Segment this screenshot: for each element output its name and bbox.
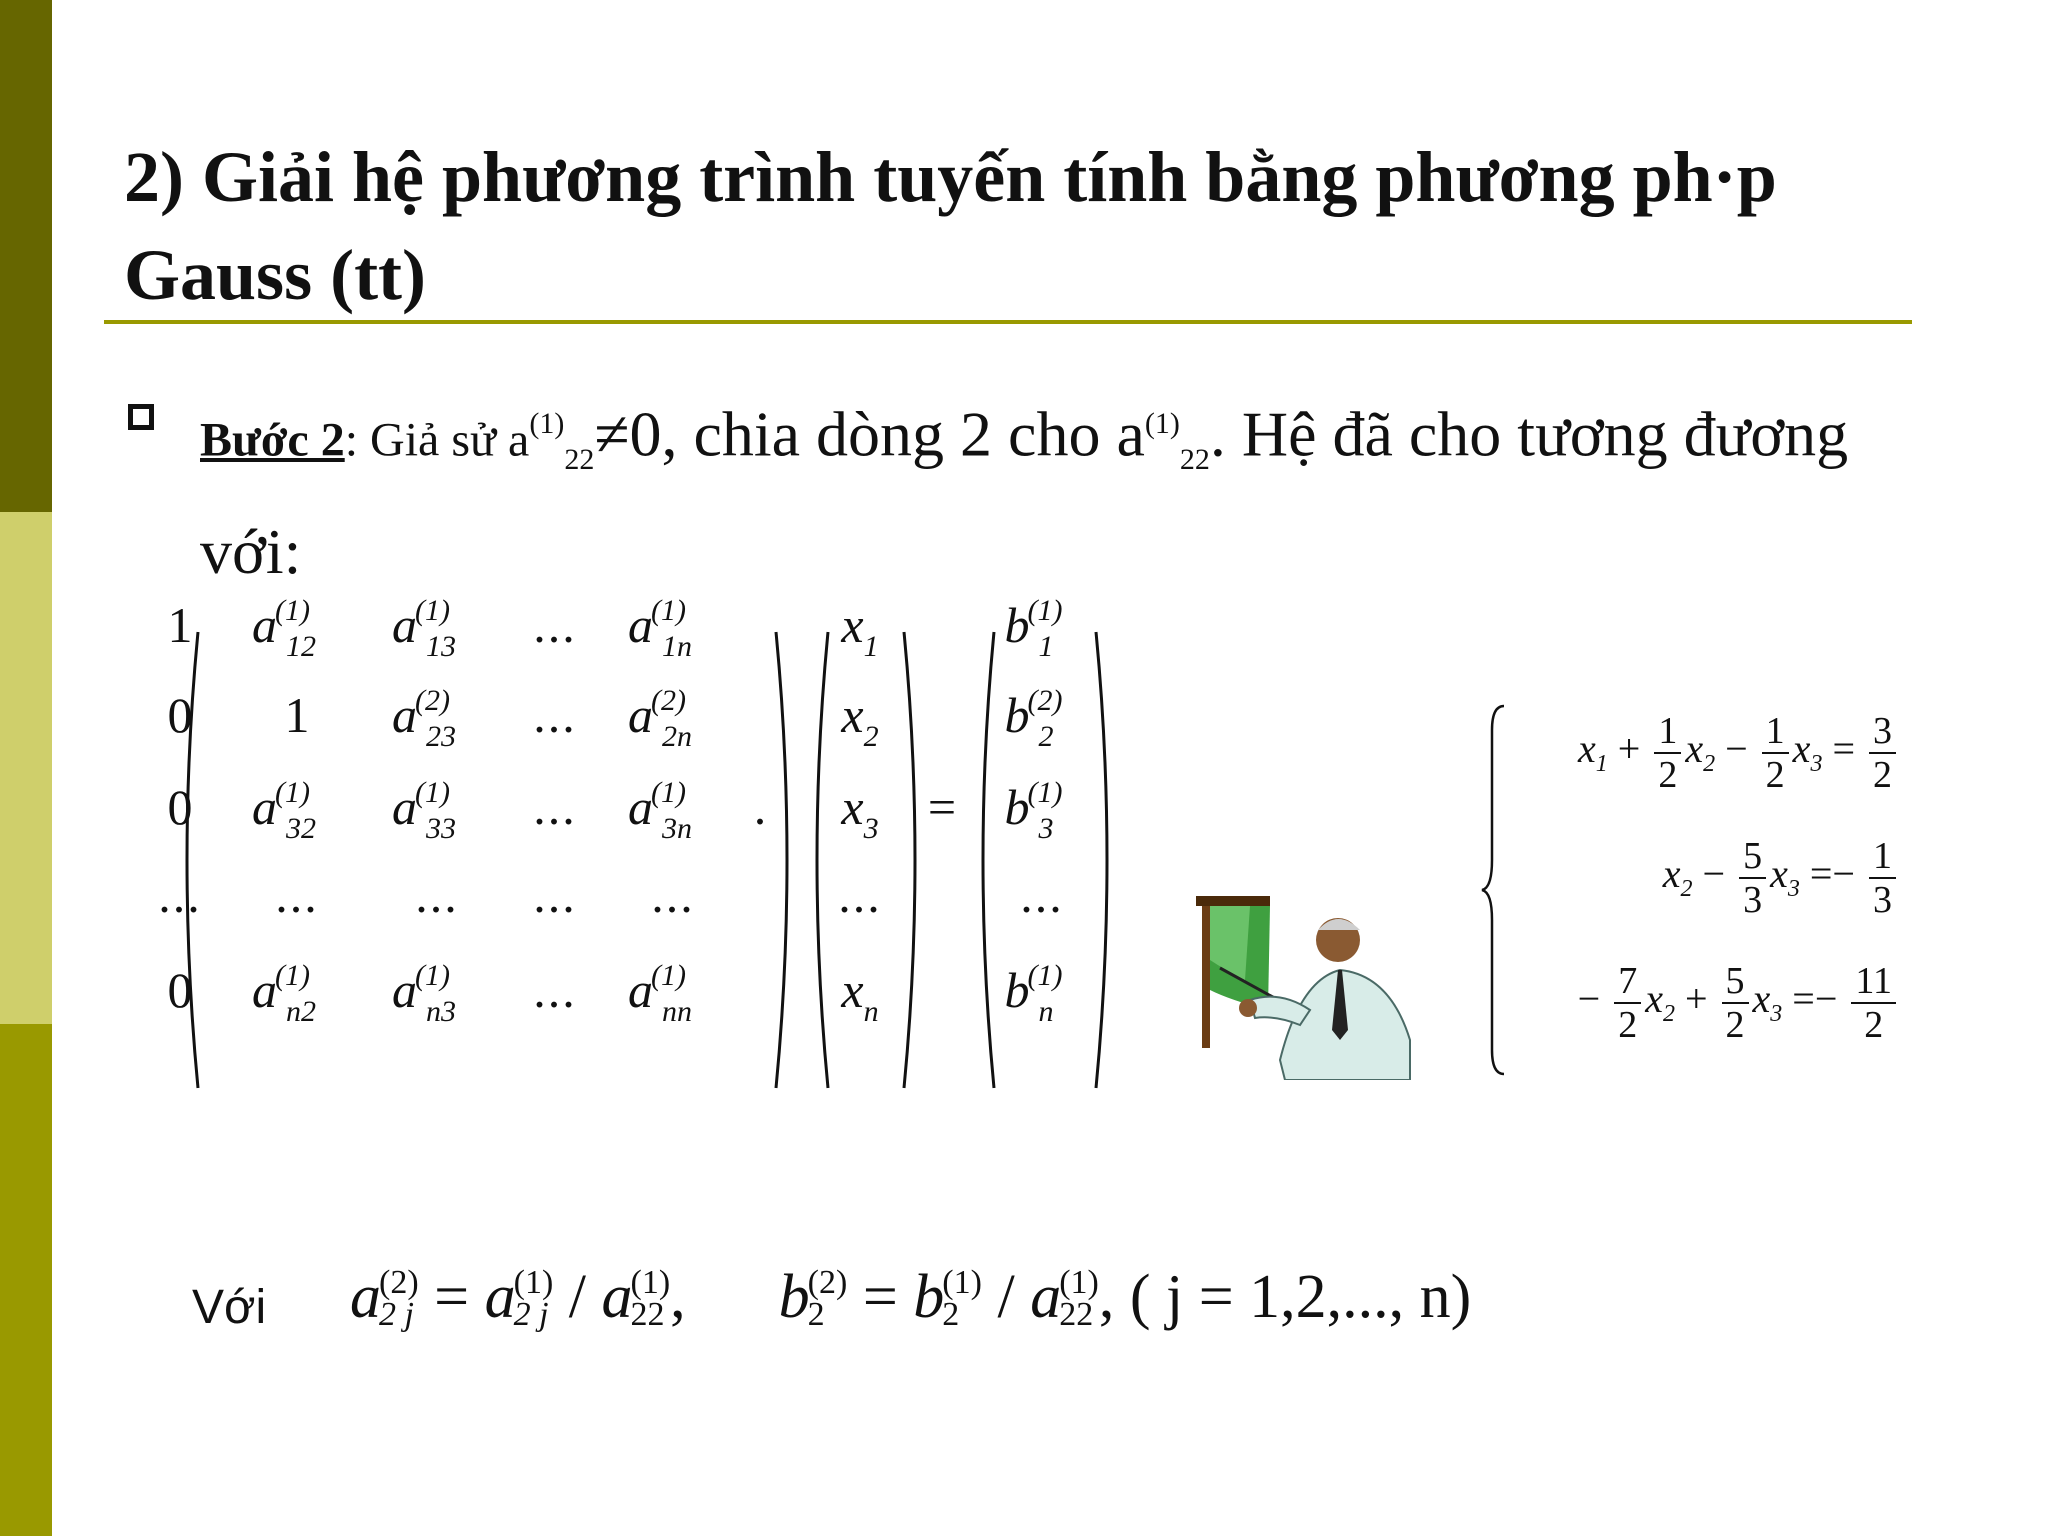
matrix-cell: $a^{(2)}_{2n}$ xyxy=(628,684,692,753)
step-sub-a: 22 xyxy=(564,443,595,477)
step-paragraph xyxy=(200,378,1920,598)
sidebar-band-light xyxy=(0,512,52,1024)
equals-sign: = xyxy=(927,779,957,835)
x-vector-cell: $x_1$ xyxy=(841,597,879,663)
matrix-cell: ... xyxy=(533,687,577,743)
matrix-cell: $a^{(1)}_{n3}$ xyxy=(392,959,456,1028)
sidebar-band-dark xyxy=(0,0,52,512)
equation-row-1: $x_1$ + $\frac{1}{2}$ $x_2$ − $\frac{1}{2}$ $x_3$ = $\frac{3}{2}$ xyxy=(1578,710,1900,796)
matrix-cell: $a^{(1)}_{nn}$ xyxy=(628,959,692,1028)
step-label: Bước 2 xyxy=(200,413,345,467)
matrix-cell: $a^{(1)}_{13}$ xyxy=(392,594,456,663)
matrix-cell: ... xyxy=(158,867,202,923)
matrix-cell: $a^{(2)}_{23}$ xyxy=(392,684,456,753)
b-vector-cell: $b^{(1)}_n$ xyxy=(1004,959,1063,1028)
b-vector-cell: ... xyxy=(1020,867,1064,923)
matrix-cell: $a^{(1)}_{3n}$ xyxy=(628,776,692,845)
matrix-cell: ... xyxy=(533,867,577,923)
b-vector-cell: $b^{(1)}_3$ xyxy=(1004,776,1063,845)
matrix-cell: ... xyxy=(275,867,319,923)
step-text-b: ≠0, chia dòng 2 cho a xyxy=(594,398,1145,470)
step-text-a: : Giả sử a xyxy=(344,413,530,467)
step-sup-a: (1) xyxy=(529,407,565,440)
slide-title: 2) Giải hệ phương trình tuyến tính bằng phương ph·p Gauss (tt) xyxy=(124,137,1777,315)
matrix-cell: $a^{(1)}_{32}$ xyxy=(252,776,316,845)
equation-system xyxy=(1480,700,1940,1080)
normalization-formula: a (2) 2 j = a (1) 2 j / a (1) 22 , b (2) 2 = b (1) 2 / a (1) 22 , ( j = 1,2,..., n) xyxy=(350,1263,1472,1333)
matrix-cell: ... xyxy=(415,867,459,923)
multiply-dot: . xyxy=(753,779,767,835)
step-sub-b: 22 xyxy=(1179,443,1210,477)
square-bullet-icon xyxy=(128,404,154,430)
matrix-cell: 1 xyxy=(167,597,193,653)
x-vector-cell: ... xyxy=(838,867,882,923)
step-text-c: . Hệ đã cho tương đương với: xyxy=(200,398,1849,588)
matrix-cell: 0 xyxy=(167,779,193,835)
matrix-cell: ... xyxy=(533,779,577,835)
equation-row-2: $x_2$ − $\frac{5}{3}$ $x_3$ =− $\frac{1}{3}$ xyxy=(1663,835,1900,921)
matrix-cell: $a^{(1)}_{1n}$ xyxy=(628,594,692,663)
step-sup-b: (1) xyxy=(1144,407,1180,440)
b-vector-cell: $b^{(2)}_2$ xyxy=(1004,684,1063,753)
matrix-cell: ... xyxy=(533,962,577,1018)
x-vector-cell: $x_n$ xyxy=(841,962,879,1028)
matrix-cell: ... xyxy=(651,867,695,923)
matrix-cell: 1 xyxy=(284,687,310,743)
x-vector-cell: $x_2$ xyxy=(841,687,879,753)
teacher-clipart-icon xyxy=(1190,890,1420,1080)
sidebar-band-mid xyxy=(0,1024,52,1536)
x-vector-cell: $x_3$ xyxy=(841,779,879,845)
equation-row-3: − $\frac{7}{2}$ $x_2$ + $\frac{5}{2}$ $x_3$ =− $\frac{11}{2}$ xyxy=(1578,960,1900,1046)
title-underline xyxy=(104,320,1912,324)
matrix-cell: ... xyxy=(533,597,577,653)
matrix-cell: $a^{(1)}_{33}$ xyxy=(392,776,456,845)
with-label: Với xyxy=(192,1281,267,1334)
right-paren xyxy=(772,630,802,1090)
b-vector-cell: $b^{(1)}_1$ xyxy=(1004,594,1063,663)
matrix-cell: $a^{(1)}_{12}$ xyxy=(252,594,316,663)
matrix-cell: $a^{(1)}_{n2}$ xyxy=(252,959,316,1028)
matrix-cell: 0 xyxy=(167,962,193,1018)
matrix-cell: 0 xyxy=(167,687,193,743)
